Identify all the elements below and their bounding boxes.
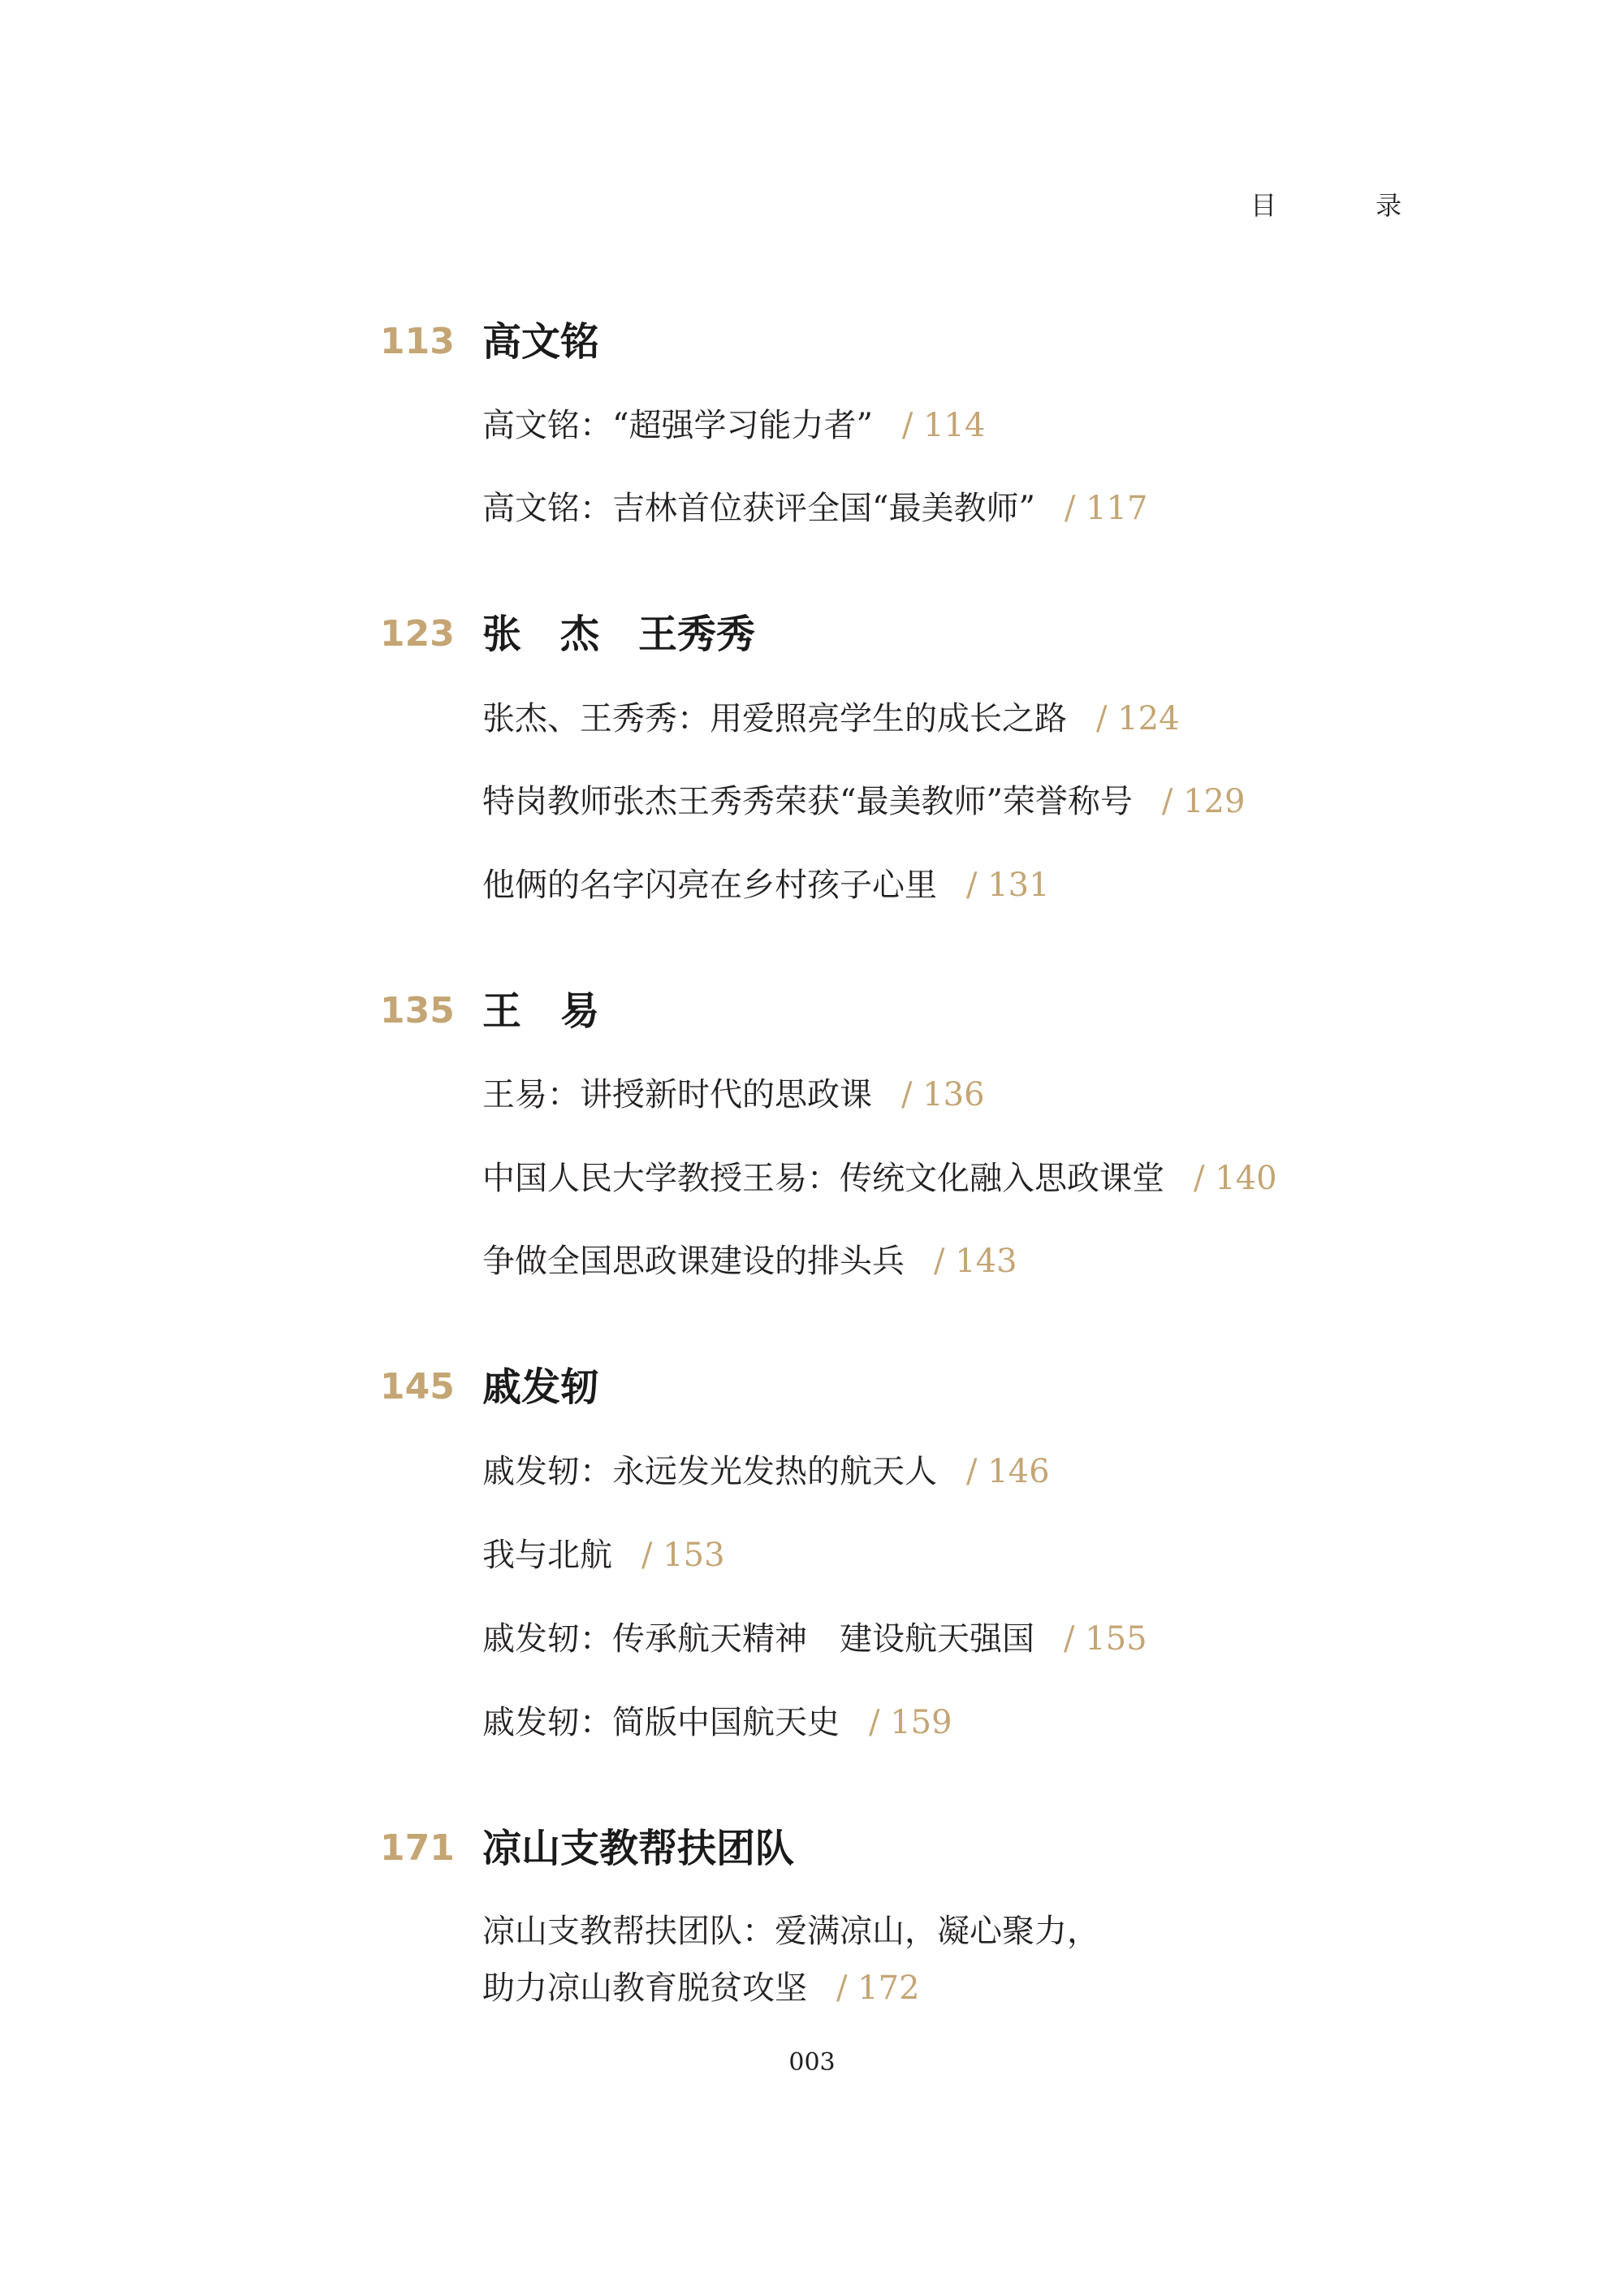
toc-entry[interactable] <box>482 1072 985 1118</box>
toc-entry-title: 戚发轫：简版中国航天史 <box>482 1704 840 1741</box>
section-title[interactable]: 张 杰 王秀秀 <box>482 612 756 657</box>
toc-entry-title: 我与北航 <box>482 1537 612 1574</box>
toc-entry[interactable] <box>482 1616 1147 1662</box>
toc-entry[interactable] <box>482 1239 1017 1284</box>
toc-entry[interactable] <box>482 863 1050 908</box>
section-page-number[interactable]: 171 <box>380 1827 455 1869</box>
toc-entry-title: 王易：讲授新时代的思政课 <box>482 1076 872 1113</box>
toc-entry-page: / 146 <box>966 1453 1050 1490</box>
toc-entry-page: / 159 <box>869 1704 952 1741</box>
toc-entry-page: / 136 <box>901 1076 985 1113</box>
section-page-number[interactable]: 113 <box>380 321 455 362</box>
section-title[interactable]: 凉山支教帮扶团队 <box>482 1826 795 1871</box>
toc-entry-title-line2: 助力凉山教育脱贫攻坚 <box>482 1969 807 2007</box>
section-page-number[interactable]: 123 <box>380 613 455 655</box>
toc-entry-title: 他俩的名字闪亮在乡村孩子心里 <box>482 867 937 904</box>
toc-entry-page: / 143 <box>934 1243 1017 1280</box>
toc-entry[interactable] <box>482 1449 1050 1494</box>
toc-entry-page: / 129 <box>1161 783 1246 820</box>
toc-entry[interactable] <box>482 1903 1213 2017</box>
toc-entry[interactable] <box>482 1156 1277 1201</box>
toc-entry-title: 特岗教师张杰王秀秀荣获“最美教师”荣誉称号 <box>482 783 1133 820</box>
toc-entry-page: / 117 <box>1064 490 1148 527</box>
section-title[interactable]: 戚发轫 <box>482 1364 600 1410</box>
toc-entry-title: 中国人民大学教授王易：传统文化融入思政课堂 <box>482 1160 1164 1197</box>
page-number: 003 <box>788 2048 836 2077</box>
toc-entry[interactable] <box>482 696 1180 742</box>
section-title[interactable]: 高文铭 <box>482 319 600 365</box>
toc-entry[interactable] <box>482 486 1147 531</box>
toc-entry-page: / 172 <box>836 1969 920 2007</box>
toc-entry-page: / 124 <box>1096 700 1180 737</box>
section-title[interactable]: 王 易 <box>482 988 600 1034</box>
toc-entry[interactable] <box>482 779 1245 824</box>
toc-entry-page: / 131 <box>966 867 1050 904</box>
toc-entry[interactable] <box>482 1533 725 1578</box>
toc-entry-page: / 114 <box>901 407 986 444</box>
toc-header: 目 录 <box>1250 190 1448 221</box>
toc-entry-title-line1: 凉山支教帮扶团队：爱满凉山，凝心聚力， <box>482 1913 1099 1950</box>
toc-entry-title: 高文铭：“超强学习能力者” <box>482 407 873 444</box>
toc-entry-title: 争做全国思政课建设的排头兵 <box>482 1243 905 1280</box>
section-page-number[interactable]: 145 <box>380 1366 455 1407</box>
toc-entry-title: 张杰、王秀秀：用爱照亮学生的成长之路 <box>482 700 1067 737</box>
toc-entry-title: 高文铭：吉林首位获评全国“最美教师” <box>482 490 1035 527</box>
toc-entry-page: / 153 <box>641 1537 725 1574</box>
toc-entry-title: 戚发轫：永远发光发热的航天人 <box>482 1453 937 1490</box>
toc-entry-title: 戚发轫：传承航天精神 建设航天强国 <box>482 1620 1034 1658</box>
toc-entry-page: / 140 <box>1194 1160 1277 1197</box>
section-page-number[interactable]: 135 <box>380 990 455 1031</box>
toc-entry-page: / 155 <box>1064 1620 1147 1658</box>
toc-entry[interactable] <box>482 403 985 448</box>
toc-entry[interactable] <box>482 1700 952 1745</box>
